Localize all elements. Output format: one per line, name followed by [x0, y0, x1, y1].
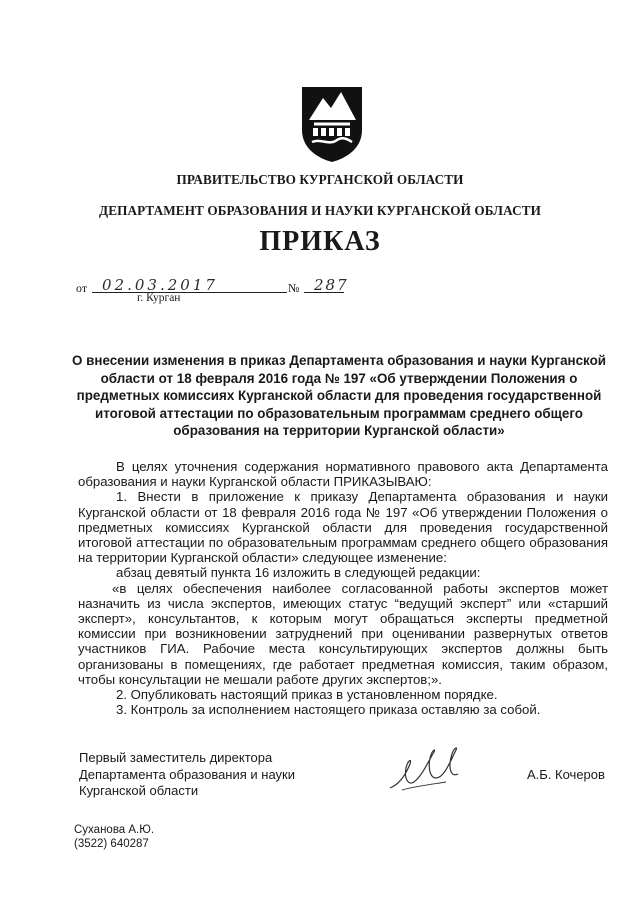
handwritten-signature [386, 738, 476, 798]
number-label: № [288, 281, 300, 295]
executor-name: Суханова А.Ю. [74, 824, 155, 836]
body-paragraph: 2. Опубликовать настоящий приказ в установленном порядке. [116, 687, 498, 703]
signer-position [79, 750, 295, 800]
city-label: г. Курган [137, 292, 181, 304]
coat-of-arms-emblem [299, 84, 365, 164]
government-heading: ПРАВИТЕЛЬСТВО КУРГАНСКОЙ ОБЛАСТИ [176, 172, 464, 187]
body-paragraph: 3. Контроль за исполнением настоящего приказа оставляю за собой. [116, 702, 541, 718]
signer-name: А.Б. Кочеров [527, 767, 605, 782]
body-paragraph: 1. Внести в приложение к приказу Департамента образования и науки Курганской области от 18 февраля 2016 года № 197 «Об утверждении Положения о предметных комиссиях Курганской области для проведения государственной итоговой аттестации по образовательным программам среднего общего образования на территории Курганской области» следующее изменение: [78, 489, 608, 566]
document-type-heading: ПРИКАЗ [259, 226, 381, 257]
document-title: О внесении изменения в приказ Департамента образования и науки Курганской области от 18 февраля 2016 года № 197 «Об утверждении Положения о предметных комиссиях Курганской области для проведения государственной итоговой аттестации по образовательным программам среднего общего образования на территории Курганской области» [72, 353, 606, 438]
body-paragraph: абзац девятый пункта 16 изложить в следующей редакции: [116, 565, 481, 581]
body-paragraph: «в целях обеспечения наиболее согласованной работы экспертов может назначить из числа экспертов, имеющих статус “ведущий эксперт” или «старший эксперт», консультантов, к которым могут обращаться эксперты предметной комиссии при возникновении затруднений при оценивании развернутых ответов участников ГИА. Рабочие места консультирующих экспертов должны быть организованы в помещениях, где работает предметная комиссия, таким образом, чтобы консультации не мешали работе других экспертов;». [78, 580, 608, 687]
date-value: 02.03.2017 [102, 276, 218, 294]
date-prefix: от [76, 281, 88, 295]
department-heading: ДЕПАРТАМЕНТ ОБРАЗОВАНИЯ И НАУКИ КУРГАНСКОЙ ОБЛАСТИ [99, 203, 541, 218]
executor-info [74, 823, 154, 851]
number-value: 287 [314, 276, 349, 294]
signer-position-line: Первый заместитель директора [79, 750, 273, 765]
executor-phone: (3522) 640287 [74, 838, 149, 850]
body-paragraph: В целях уточнения содержания нормативного правового акта Департамента образования и науки Курганской области ПРИКАЗЫВАЮ: [78, 459, 608, 490]
document-body [78, 459, 608, 717]
signer-position-line: Департамента образования и науки [79, 766, 295, 782]
date-number-row [76, 276, 376, 300]
signer-position-line: Курганской области [79, 783, 199, 798]
